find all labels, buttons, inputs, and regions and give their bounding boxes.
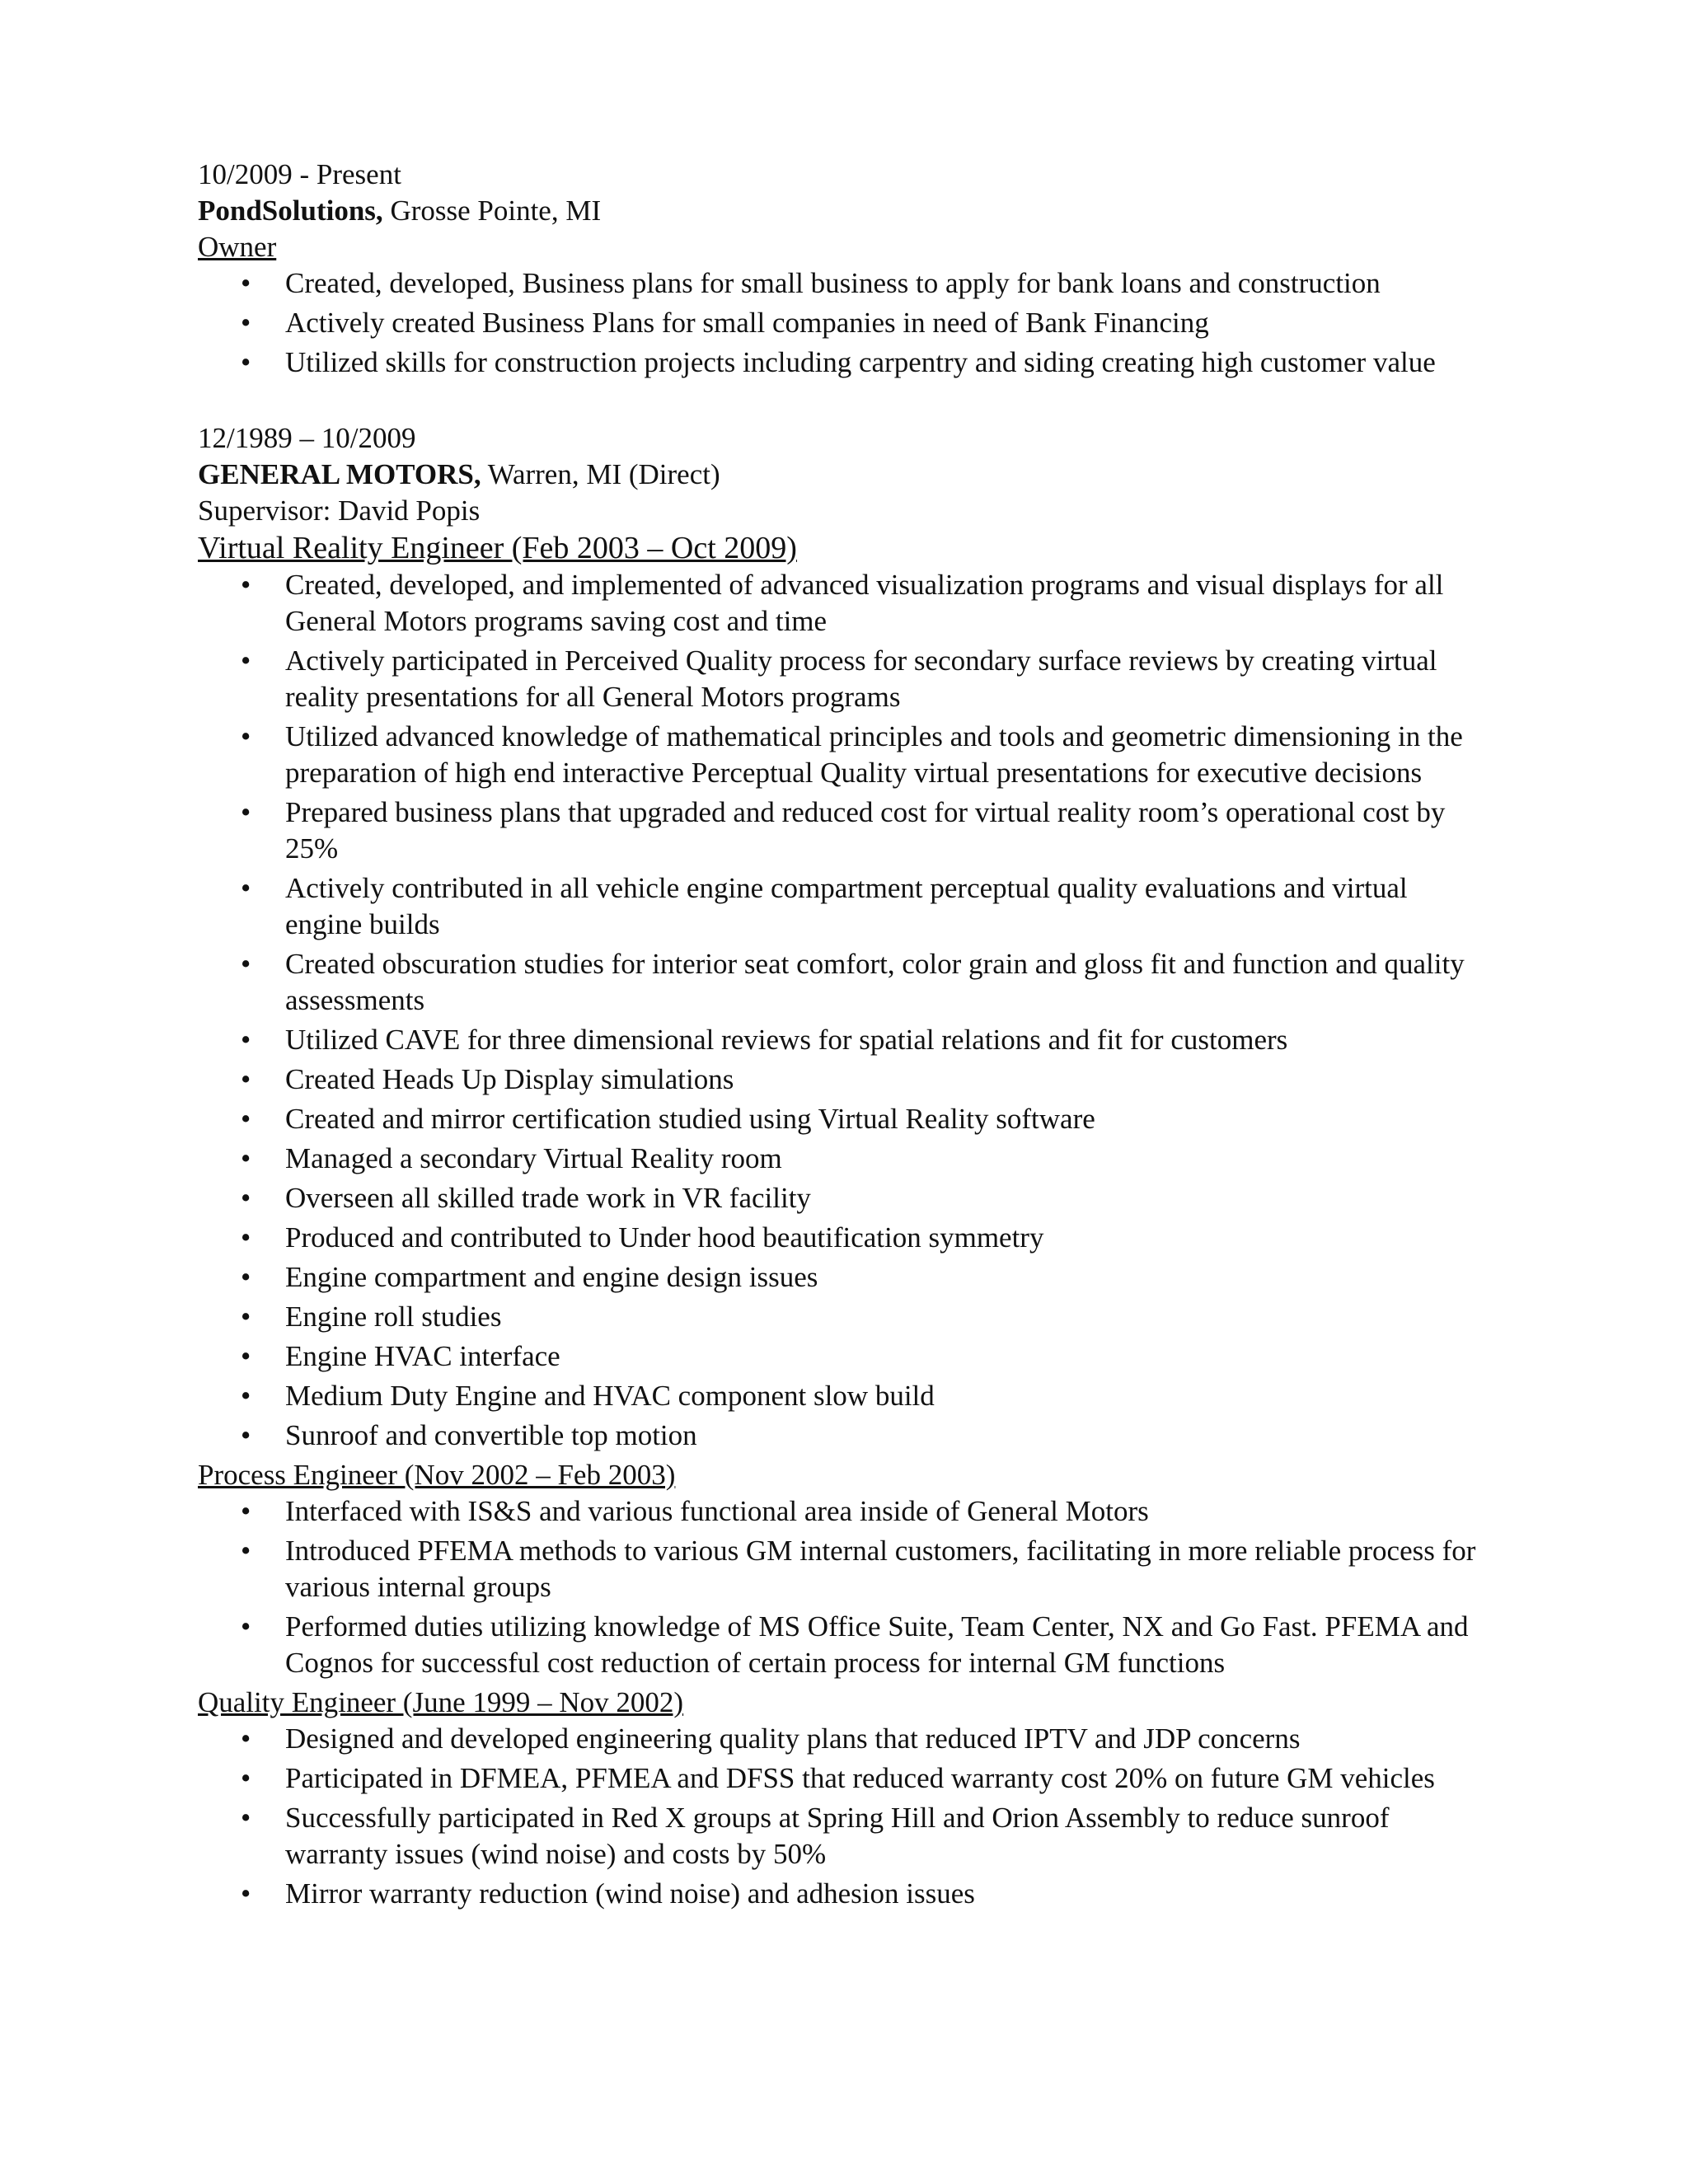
job-dates: 10/2009 - Present [198, 158, 401, 190]
bullet-item: • Engine HVAC interface [285, 1338, 1484, 1375]
role-title: Quality Engineer (June 1999 – Nov 2002) [198, 1686, 684, 1718]
role-title: Virtual Reality Engineer (Feb 2003 – Oct 2009) [198, 531, 797, 565]
bullet-item: • Created, developed, Business plans for small business to apply for bank loans and construction [285, 265, 1484, 302]
job-employer [198, 457, 1484, 493]
role-title: Process Engineer (Nov 2002 – Feb 2003) [198, 1459, 676, 1491]
bullet-item: • Successfully participated in Red X groups at Spring Hill and Orion Assembly to reduce sunroof warranty issues (wind noise) and costs by 50% [285, 1800, 1484, 1872]
company-name: GENERAL MOTORS, [198, 458, 481, 490]
job-employer [198, 193, 1484, 229]
bullet-list [198, 265, 1484, 381]
resume-page [198, 157, 1484, 1915]
bullet-item: • Performed duties utilizing knowledge of MS Office Suite, Team Center, NX and Go Fast. PFEMA and Cognos for successful cost reduction of certain process for internal GM functions [285, 1609, 1484, 1681]
bullet-item: • Interfaced with IS&S and various functional area inside of General Motors [285, 1493, 1484, 1530]
job-general-motors [198, 420, 1484, 1912]
bullet-item: • Actively contributed in all vehicle engine compartment perceptual quality evaluations and virtual engine builds [285, 870, 1484, 943]
company-name: PondSolutions, [198, 194, 383, 227]
company-location: Grosse Pointe, MI [382, 194, 602, 227]
bullet-list [198, 567, 1484, 1454]
bullet-item: • Created Heads Up Display simulations [285, 1062, 1484, 1098]
bullet-item: • Utilized advanced knowledge of mathematical principles and tools and geometric dimensioning in the preparation of high end interactive Perceptual Quality virtual presentations for executive decisions [285, 719, 1484, 791]
bullet-item: • Introduced PFEMA methods to various GM internal customers, facilitating in more reliable process for various internal groups [285, 1533, 1484, 1605]
bullet-item: • Created, developed, and implemented of advanced visualization programs and visual displays for all General Motors programs saving cost and time [285, 567, 1484, 640]
supervisor: Supervisor: David Popis [198, 494, 481, 527]
role-title: Owner [198, 231, 277, 263]
bullet-item: • Actively created Business Plans for small companies in need of Bank Financing [285, 305, 1484, 341]
bullet-item: • Created obscuration studies for interior seat comfort, color grain and gloss fit and function and quality assessments [285, 946, 1484, 1019]
bullet-item: • Actively participated in Perceived Quality process for secondary surface reviews by creating virtual reality presentations for all General Motors programs [285, 643, 1484, 715]
bullet-item: • Participated in DFMEA, PFMEA and DFSS that reduced warranty cost 20% on future GM vehicles [285, 1760, 1484, 1797]
company-location: Warren, MI (Direct) [481, 458, 720, 490]
bullet-item: • Sunroof and convertible top motion [285, 1418, 1484, 1454]
bullet-item: • Medium Duty Engine and HVAC component slow build [285, 1378, 1484, 1414]
bullet-item: • Engine compartment and engine design issues [285, 1259, 1484, 1296]
job-pondsolutions [198, 157, 1484, 381]
bullet-item: • Produced and contributed to Under hood beautification symmetry [285, 1220, 1484, 1256]
bullet-item: • Mirror warranty reduction (wind noise) and adhesion issues [285, 1876, 1484, 1912]
bullet-item: • Created and mirror certification studied using Virtual Reality software [285, 1101, 1484, 1137]
bullet-item: • Utilized skills for construction projects including carpentry and siding creating high customer value [285, 344, 1484, 381]
section-gap [198, 384, 1484, 420]
bullet-item: • Managed a secondary Virtual Reality room [285, 1141, 1484, 1177]
bullet-item: • Engine roll studies [285, 1299, 1484, 1335]
bullet-list [198, 1721, 1484, 1912]
bullet-list [198, 1493, 1484, 1681]
bullet-item: • Prepared business plans that upgraded and reduced cost for virtual reality room’s operational cost by 25% [285, 794, 1484, 867]
job-dates: 12/1989 – 10/2009 [198, 422, 416, 454]
bullet-item: • Overseen all skilled trade work in VR facility [285, 1180, 1484, 1216]
bullet-item: • Utilized CAVE for three dimensional reviews for spatial relations and fit for customers [285, 1022, 1484, 1058]
bullet-item: • Designed and developed engineering quality plans that reduced IPTV and JDP concerns [285, 1721, 1484, 1757]
